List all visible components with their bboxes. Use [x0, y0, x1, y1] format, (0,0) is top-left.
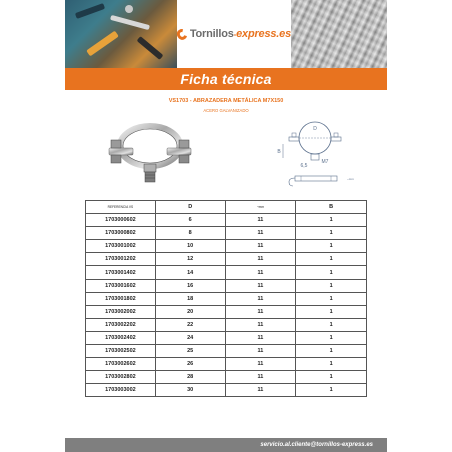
cell-d: 24	[155, 331, 225, 344]
page-title: Ficha técnica	[180, 71, 272, 87]
cell-d: 18	[155, 292, 225, 305]
cell-d: 10	[155, 240, 225, 253]
cell-mm: 11	[225, 305, 296, 318]
brand-logo[interactable]	[177, 0, 291, 68]
table-row	[86, 371, 367, 384]
table-header-row	[86, 201, 367, 214]
brand-name	[190, 28, 291, 40]
label-m7: M7	[321, 159, 329, 165]
cell-d: 8	[155, 227, 225, 240]
cell-reference: 1703001802	[86, 292, 156, 305]
data-sheet-page	[65, 0, 387, 452]
contact-email-link[interactable]: servicio.al.cliente@tornillos-express.es	[260, 442, 373, 448]
brand-tail: express.es	[236, 28, 291, 40]
cell-mm: 11	[225, 345, 296, 358]
cell-b: 1	[296, 266, 367, 279]
technical-drawing	[255, 116, 375, 194]
cell-mm: 11	[225, 331, 296, 344]
table-row	[86, 305, 367, 318]
cell-b: 1	[296, 358, 367, 371]
cell-reference: 1703002402	[86, 331, 156, 344]
col-header-mm: ~mm	[225, 201, 296, 214]
table-row	[86, 279, 367, 292]
cell-b: 1	[296, 227, 367, 240]
cell-b: 1	[296, 331, 367, 344]
title-bar	[65, 68, 387, 90]
table-row	[86, 292, 367, 305]
brand-dash: -	[233, 30, 237, 39]
cell-d: 20	[155, 305, 225, 318]
col-header-d: D	[155, 201, 225, 214]
cell-reference: 1703002202	[86, 318, 156, 331]
cell-b: 1	[296, 371, 367, 384]
label-b: B	[277, 149, 281, 155]
cell-d: 14	[155, 266, 225, 279]
cell-d: 22	[155, 318, 225, 331]
cell-mm: 11	[225, 292, 296, 305]
cell-b: 1	[296, 253, 367, 266]
cell-reference: 1703001602	[86, 279, 156, 292]
cell-b: 1	[296, 240, 367, 253]
cell-mm: 11	[225, 214, 296, 227]
cell-reference: 1703001202	[86, 253, 156, 266]
table-row	[86, 345, 367, 358]
table-row	[86, 227, 367, 240]
table-row	[86, 240, 367, 253]
cell-d: 25	[155, 345, 225, 358]
cell-b: 1	[296, 318, 367, 331]
table-row	[86, 214, 367, 227]
col-header-b: B	[296, 201, 367, 214]
product-material: ACERO GALVANIZADO	[203, 108, 249, 113]
cell-mm: 11	[225, 358, 296, 371]
label-side: ~mm	[347, 177, 354, 181]
cell-d: 30	[155, 384, 225, 397]
cell-b: 1	[296, 384, 367, 397]
cell-reference: 1703002802	[86, 371, 156, 384]
tools-photo	[65, 0, 177, 68]
footer-bar	[65, 438, 387, 452]
cell-d: 26	[155, 358, 225, 371]
table-row	[86, 331, 367, 344]
table-row	[86, 318, 367, 331]
label-6-5: 6,5	[300, 163, 308, 169]
cell-mm: 11	[225, 371, 296, 384]
cell-reference: 1703002602	[86, 358, 156, 371]
cell-reference: 1703001402	[86, 266, 156, 279]
spec-table	[85, 200, 367, 397]
cell-d: 16	[155, 279, 225, 292]
cell-d: 6	[155, 214, 225, 227]
table-row	[86, 358, 367, 371]
table-row	[86, 266, 367, 279]
cell-mm: 11	[225, 384, 296, 397]
cell-mm: 11	[225, 318, 296, 331]
clamp-product-photo	[95, 118, 205, 188]
cell-b: 1	[296, 214, 367, 227]
cell-mm: 11	[225, 253, 296, 266]
cell-reference: 1703001002	[86, 240, 156, 253]
product-title: VS1703 - ABRAZADERA METÁLICA M7X150	[168, 98, 284, 104]
label-d: D	[313, 126, 317, 132]
cell-mm: 11	[225, 240, 296, 253]
cell-b: 1	[296, 345, 367, 358]
cell-mm: 11	[225, 279, 296, 292]
cell-d: 28	[155, 371, 225, 384]
col-header-reference: REFERENCIA VS	[86, 201, 156, 214]
cell-mm: 11	[225, 227, 296, 240]
cell-b: 1	[296, 279, 367, 292]
table-row	[86, 253, 367, 266]
cell-reference: 1703000602	[86, 214, 156, 227]
cell-reference: 1703002502	[86, 345, 156, 358]
cell-reference: 1703000802	[86, 227, 156, 240]
cell-mm: 11	[225, 266, 296, 279]
header-banner	[65, 0, 387, 68]
table-row	[86, 384, 367, 397]
screws-photo	[291, 0, 387, 68]
brand-main: Tornillos	[189, 28, 234, 40]
cell-b: 1	[296, 292, 367, 305]
cell-d: 12	[155, 253, 225, 266]
cell-reference: 1703003002	[86, 384, 156, 397]
cell-reference: 1703002002	[86, 305, 156, 318]
cell-b: 1	[296, 305, 367, 318]
logo-icon	[175, 27, 189, 41]
